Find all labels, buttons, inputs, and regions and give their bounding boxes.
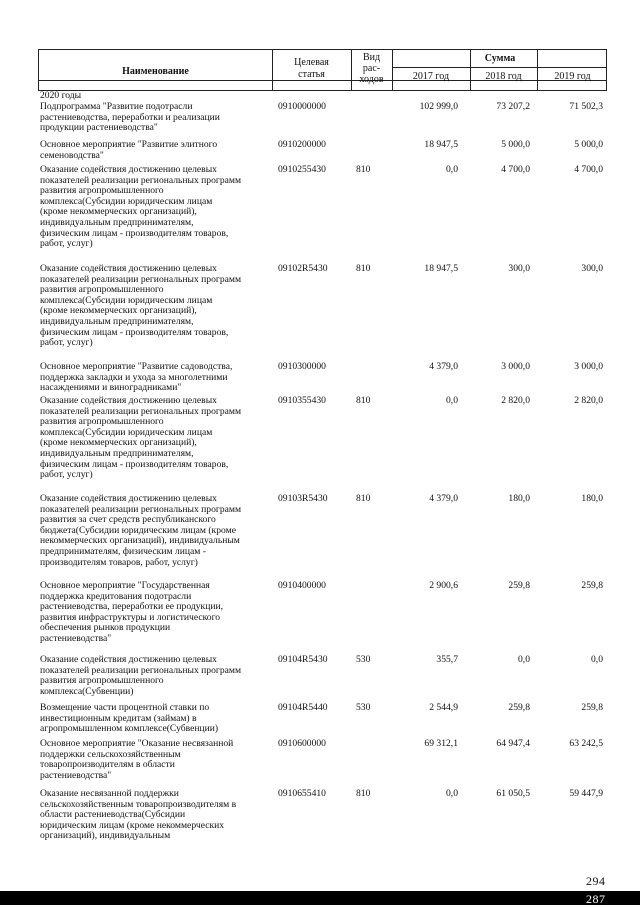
row-sum-2017: 69 312,1	[424, 738, 458, 749]
row-sum-2018: 4 700,0	[501, 164, 530, 175]
row-vid: 530	[356, 654, 371, 665]
row-sum-2019: 4 700,0	[574, 164, 603, 175]
row-vid: 810	[356, 164, 371, 175]
row-name: Оказание содействия достижению целевых показателей реализации региональных программ развития за счет средств республиканского бюджета(Субсидии юридическим лицам (кроме некоммерческих организаций), индивидуальным предпринимателям, физическим лицам - производителям товаров, работ, услуг)	[40, 493, 242, 568]
row-sum-2018: 5 000,0	[501, 139, 530, 150]
row-sum-2018: 2 820,0	[501, 395, 530, 406]
row-sum-2019: 71 502,3	[569, 101, 603, 112]
row-sum-2018: 64 947,4	[496, 738, 530, 749]
row-name: 2020 годы	[40, 90, 82, 101]
row-sum-2017: 355,7	[436, 654, 458, 665]
row-sum-2017: 4 379,0	[429, 493, 458, 504]
row-code: 0910000000	[278, 101, 326, 112]
row-name: Оказание содействия достижению целевых показателей реализации региональных программ развития агропромышленного комплекса(Субсидии юридическим лицам (кроме некоммерческих организаций), индивидуальным предпринимателям, физическим лицам - производителям товаров, работ, услуг)	[40, 263, 242, 349]
row-sum-2018: 73 207,2	[496, 101, 530, 112]
row-name: Подпрограмма "Развитие подотрасли растениеводства, переработки и реализации продукции растениеводства"	[40, 101, 220, 134]
row-sum-2019: 300,0	[581, 263, 603, 274]
row-code: 0910655410	[278, 788, 326, 799]
row-sum-2018: 61 050,5	[496, 788, 530, 799]
header-sum: Сумма	[484, 53, 516, 64]
header-vid-2: рас-	[362, 63, 381, 74]
row-name: Оказание содействия достижению целевых показателей реализации региональных программ развития агропромышленного комплекса(Субсидии юридическим лицам (кроме некоммерческих организаций), индивидуальным предпринимателям, физическим лицам - производителям товаров, работ, услуг)	[40, 395, 242, 481]
header-2019: 2019 год	[554, 71, 591, 82]
row-name: Основное мероприятие "Развитие элитного семеноводства"	[40, 139, 218, 161]
row-code: 0910200000	[278, 139, 326, 150]
scan-edge-bar	[0, 891, 640, 905]
row-code: 0910400000	[278, 580, 326, 591]
row-name: Основное мероприятие "Развитие садоводства, поддержка закладки и ухода за многолетними насаждениями и виноградниками"	[40, 361, 233, 394]
page-number-lower: 287	[586, 892, 606, 906]
row-sum-2018: 259,8	[508, 702, 530, 713]
row-name: Оказание содействия достижению целевых показателей реализации региональных программ развития агропромышленного комплекса(Субвенции)	[40, 654, 242, 697]
row-sum-2019: 3 000,0	[574, 361, 603, 372]
row-sum-2017: 18 947,5	[424, 139, 458, 150]
row-vid: 810	[356, 493, 371, 504]
row-sum-2017: 0,0	[446, 164, 458, 175]
row-sum-2017: 0,0	[446, 788, 458, 799]
header-name: Наименование	[122, 66, 189, 77]
row-name: Основное мероприятие "Оказание несвязанной поддержки сельскохозяйственным товаропроизводителям в области растениеводства"	[40, 738, 234, 781]
header-code-2: статья	[298, 69, 325, 80]
row-vid: 810	[356, 788, 371, 799]
row-code: 09103R5430	[278, 493, 328, 504]
row-sum-2018: 259,8	[508, 580, 530, 591]
row-sum-2018: 0,0	[518, 654, 530, 665]
row-code: 09102R5430	[278, 263, 328, 274]
row-sum-2019: 0,0	[591, 654, 603, 665]
row-sum-2018: 300,0	[508, 263, 530, 274]
row-sum-2017: 102 999,0	[419, 101, 458, 112]
row-code: 0910355430	[278, 395, 326, 406]
row-code: 0910600000	[278, 738, 326, 749]
table-header	[38, 49, 607, 91]
page-number-upper: 294	[586, 874, 606, 888]
header-vid-3: ходов	[359, 74, 384, 85]
row-name: Основное мероприятие "Государственная поддержка кредитования подотрасли растениеводства, переработки ее продукции, развития инфраструктуры и логистического обеспечения рынков продукции растениеводства"	[40, 580, 224, 644]
row-vid: 810	[356, 263, 371, 274]
row-sum-2018: 180,0	[508, 493, 530, 504]
row-code: 09104R5440	[278, 702, 328, 713]
row-vid: 810	[356, 395, 371, 406]
row-sum-2017: 4 379,0	[429, 361, 458, 372]
header-code-1: Целевая	[294, 57, 329, 68]
row-sum-2019: 59 447,9	[569, 788, 603, 799]
row-sum-2019: 259,8	[581, 702, 603, 713]
row-name: Возмещение части процентной ставки по инвестиционным кредитам (займам) в агропромышленном комплексе(Субвенции)	[40, 702, 219, 735]
row-sum-2018: 3 000,0	[501, 361, 530, 372]
row-sum-2017: 0,0	[446, 395, 458, 406]
row-code: 0910300000	[278, 361, 326, 372]
row-name: Оказание несвязанной поддержки сельскохозяйственным товаропроизводителям в области растениеводства(Субсидии юридическим лицам (кроме некоммерческих организаций), индивидуальным	[40, 788, 237, 842]
row-vid: 530	[356, 702, 371, 713]
header-2017: 2017 год	[412, 71, 450, 82]
row-sum-2019: 180,0	[581, 493, 603, 504]
row-sum-2019: 2 820,0	[574, 395, 603, 406]
header-2018: 2018 год	[485, 71, 522, 82]
row-code: 09104R5430	[278, 654, 328, 665]
row-sum-2019: 63 242,5	[569, 738, 603, 749]
header-vid-1: Вид	[362, 52, 381, 63]
row-code: 0910255430	[278, 164, 326, 175]
row-sum-2017: 18 947,5	[424, 263, 458, 274]
row-sum-2019: 5 000,0	[574, 139, 603, 150]
row-sum-2017: 2 544,9	[429, 702, 458, 713]
row-sum-2017: 2 900,6	[429, 580, 458, 591]
row-sum-2019: 259,8	[581, 580, 603, 591]
row-name: Оказание содействия достижению целевых показателей реализации региональных программ развития агропромышленного комплекса(Субсидии юридическим лицам (кроме некоммерческих организаций), индивидуальным предпринимателям, физическим лицам - производителям товаров, работ, услуг)	[40, 164, 242, 250]
